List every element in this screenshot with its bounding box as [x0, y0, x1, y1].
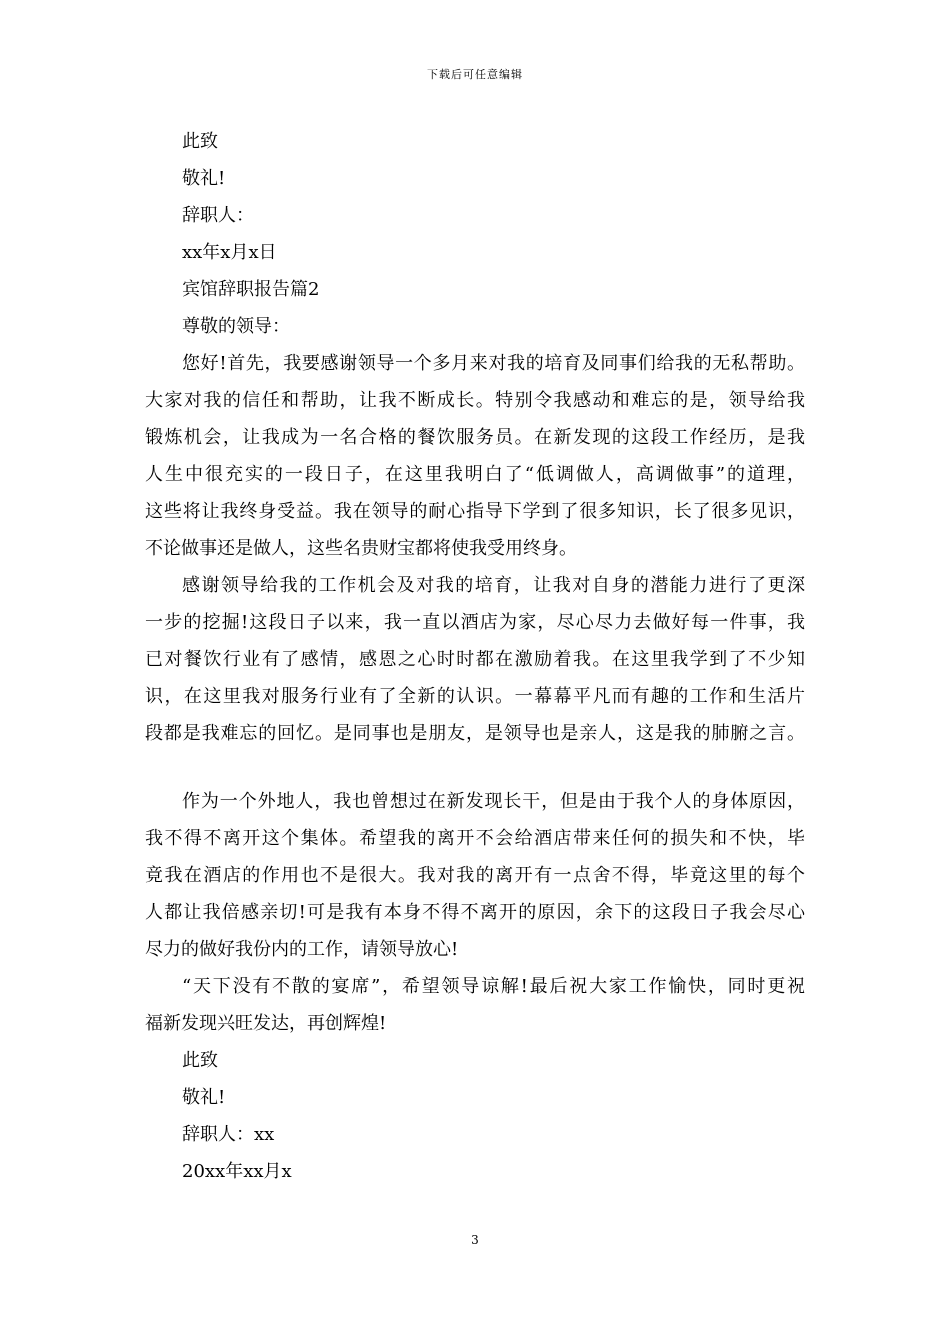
paragraph-line: 已对餐饮行业有了感情，感恩之心时时都在激励着我。在这里我学到了不少知 — [145, 649, 805, 670]
paragraph-reason — [145, 783, 805, 968]
blank-line — [145, 752, 805, 783]
paragraph-line: 作为一个外地人，我也曾想过在新发现长干，但是由于我个人的身体原因， — [182, 791, 805, 812]
paragraph-line: 尽力的做好我份内的工作，请领导放心! — [145, 939, 459, 960]
paragraph-line: 锻炼机会，让我成为一名合格的餐饮服务员。在新发现的这段工作经历，是我 — [145, 427, 805, 448]
paragraph-line: 识，在这里我对服务行业有了全新的认识。一幕幕平凡而有趣的工作和生活片 — [145, 686, 805, 707]
paragraph-gratitude — [145, 567, 805, 752]
paragraph-thanks — [145, 345, 805, 567]
greeting: 尊敬的领导： — [182, 316, 290, 337]
date-line: 20xx年xx月x — [182, 1161, 292, 1182]
paragraph-line: 福新发现兴旺发达，再创辉煌! — [145, 1013, 387, 1034]
paragraph-line: “天下没有不散的宴席”，希望领导谅解!最后祝大家工作愉快，同时更祝 — [182, 976, 805, 997]
paragraph-line: 一步的挖掘!这段日子以来，我一直以酒店为家，尽心尽力去做好每一件事，我 — [145, 612, 805, 633]
closing-salutation: 此致 — [182, 1050, 218, 1071]
report-title: 宾馆辞职报告篇2 — [182, 279, 320, 300]
paragraph-line: 不论做事还是做人，这些名贵财宝都将使我受用终身。 — [145, 538, 577, 559]
paragraph-line: 人生中很充实的一段日子，在这里我明白了“低调做人，高调做事”的道理， — [145, 464, 805, 485]
paragraph-line: 人都让我倍感亲切!可是我有本身不得不离开的原因，余下的这段日子我会尽心 — [145, 902, 805, 923]
signer-line: 辞职人：xx — [182, 1124, 275, 1145]
paragraph-line: 这些将让我终身受益。我在领导的耐心指导下学到了很多知识，长了很多见识， — [145, 501, 805, 522]
signer-line: 辞职人： — [182, 205, 254, 226]
page-header: 下载后可任意编辑 — [427, 68, 523, 81]
paragraph-farewell — [145, 968, 805, 1042]
paragraph-line: 感谢领导给我的工作机会及对我的培育，让我对自身的潜能力进行了更深 — [182, 575, 805, 596]
paragraph-line: 大家对我的信任和帮助，让我不断成长。特别令我感动和难忘的是，领导给我 — [145, 390, 805, 411]
paragraph-line: 段都是我难忘的回忆。是同事也是朋友，是领导也是亲人，这是我的肺腑之言。 — [145, 723, 805, 744]
page-number: 3 — [471, 1233, 479, 1247]
closing-salutation: 此致 — [182, 131, 218, 152]
document-body — [145, 123, 805, 1190]
paragraph-line: 您好!首先，我要感谢领导一个多月来对我的培育及同事们给我的无私帮助。 — [182, 353, 805, 374]
closing-respect: 敬礼! — [182, 1087, 226, 1108]
date-line: xx年x月x日 — [182, 242, 277, 263]
paragraph-line: 我不得不离开这个集体。希望我的离开不会给酒店带来任何的损失和不快，毕 — [145, 828, 805, 849]
paragraph-line: 竟我在酒店的作用也不是很大。我对我的离开有一点舍不得，毕竟这里的每个 — [145, 865, 805, 886]
closing-respect: 敬礼! — [182, 168, 226, 189]
